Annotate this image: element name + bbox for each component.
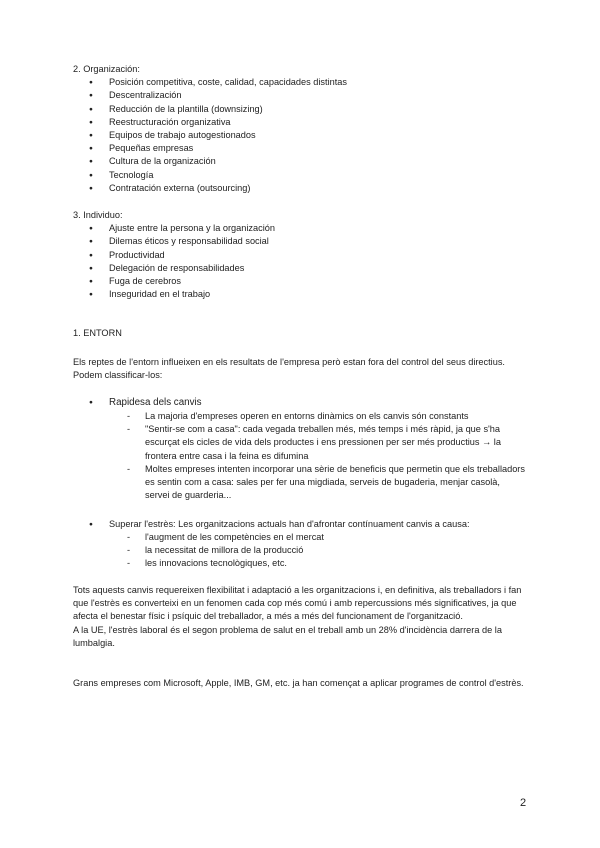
intro-paragraph: Els reptes de l'entorn influeixen en els resultats de l'empresa però estan fora del control del seus directius. [73, 357, 505, 367]
paragraph: Tots aquests canvis requereixen flexibilitat i adaptació a les organitzacions i, en definitiva, als treballadors i fan que l'estrès es converteixi en un fenomen cada cop més comú i amb repercussions més significatives, ja que afecta el benestar físic i psíquic del treballador, a més a més del funcionament de l'organització. [73, 585, 522, 622]
list-item-estres [73, 518, 528, 531]
entorn-final-paragraph [73, 677, 528, 690]
dash-item: - "Sentir-se com a casa": cada vegada treballen més, més temps i més ràpid, ja que s'ha escurçat els cicles de vida dels productes i ens pressionen per ser més productius → la frontera entre casa i la feina es difumina [127, 423, 525, 463]
list-item: ● Contratación externa (outsourcing) [73, 182, 533, 195]
list-item: ● Dilemas éticos y responsabilidad social [73, 235, 533, 248]
section-heading: 2. Organización: [73, 64, 140, 74]
list-item: ● Ajuste entre la persona y la organización [73, 222, 533, 235]
dash-list [127, 410, 525, 502]
bullet-list [73, 76, 533, 195]
list-item: ● Tecnología [73, 169, 533, 182]
dash-item: - l'augment de les competències en el mercat [127, 531, 525, 544]
section-organizacion [73, 63, 533, 195]
list-item: ● Productividad [73, 249, 533, 262]
list-item: ● Inseguridad en el trabajo [73, 288, 533, 301]
estres-subitems [127, 531, 525, 571]
estres-block [73, 518, 528, 531]
dash-list [127, 531, 525, 571]
paragraph: A la UE, l'estrès laboral és el segon problema de salut en el treball amb un 28% d'incidència darrera de la lumbalgia. [73, 624, 502, 648]
section-heading: 1. ENTORN [73, 328, 122, 338]
entorn-paragraphs [73, 584, 528, 650]
list-item-rapidesa [73, 396, 528, 409]
intro-line: Podem classificar-los: [73, 370, 163, 381]
list-item: ● Fuga de cerebros [73, 275, 533, 288]
page-number: 2 [520, 797, 527, 809]
entorn-intro [73, 356, 523, 382]
list-item: ● Posición competitiva, coste, calidad, capacidades distintas [73, 76, 533, 89]
bullet-list [73, 518, 528, 531]
bullet-label: Superar l'estrès: Les organitzacions actuals han d'afrontar contínuament canvis a causa: [109, 519, 470, 529]
rapidesa-block [73, 396, 528, 409]
dash-item: - Moltes empreses intenten incorporar una sèrie de beneficis que permetin que els treballadors es sentin com a casa: sales per fer una migdiada, serveis de bugaderia, menjar casolà, servei de guarderia... [127, 463, 525, 503]
list-item: ● Reducción de la plantilla (downsizing) [73, 103, 533, 116]
section-entorn-heading [73, 327, 533, 340]
list-item: ● Equipos de trabajo autogestionados [73, 129, 533, 142]
dash-item: - les innovacions tecnològiques, etc. [127, 557, 525, 570]
bullet-label: Rapidesa dels canvis [109, 397, 202, 408]
list-item: ● Reestructuración organizativa [73, 116, 533, 129]
bullet-list [73, 222, 533, 301]
section-individuo [73, 209, 533, 301]
rapidesa-subitems [127, 410, 525, 502]
dash-item: - la necessitat de millora de la producció [127, 544, 525, 557]
section-heading: 3. Individuo: [73, 210, 123, 220]
list-item: ● Cultura de la organización [73, 155, 533, 168]
list-item: ● Delegación de responsabilidades [73, 262, 533, 275]
list-item: ● Pequeñas empresas [73, 142, 533, 155]
paragraph: Grans empreses com Microsoft, Apple, IMB, GM, etc. ja han començat a aplicar programes de control d'estrès. [73, 678, 524, 688]
dash-item: - La majoria d'empreses operen en entorns dinàmics on els canvis són constants [127, 410, 525, 423]
bullet-list [73, 396, 528, 409]
list-item: ● Descentralización [73, 89, 533, 102]
